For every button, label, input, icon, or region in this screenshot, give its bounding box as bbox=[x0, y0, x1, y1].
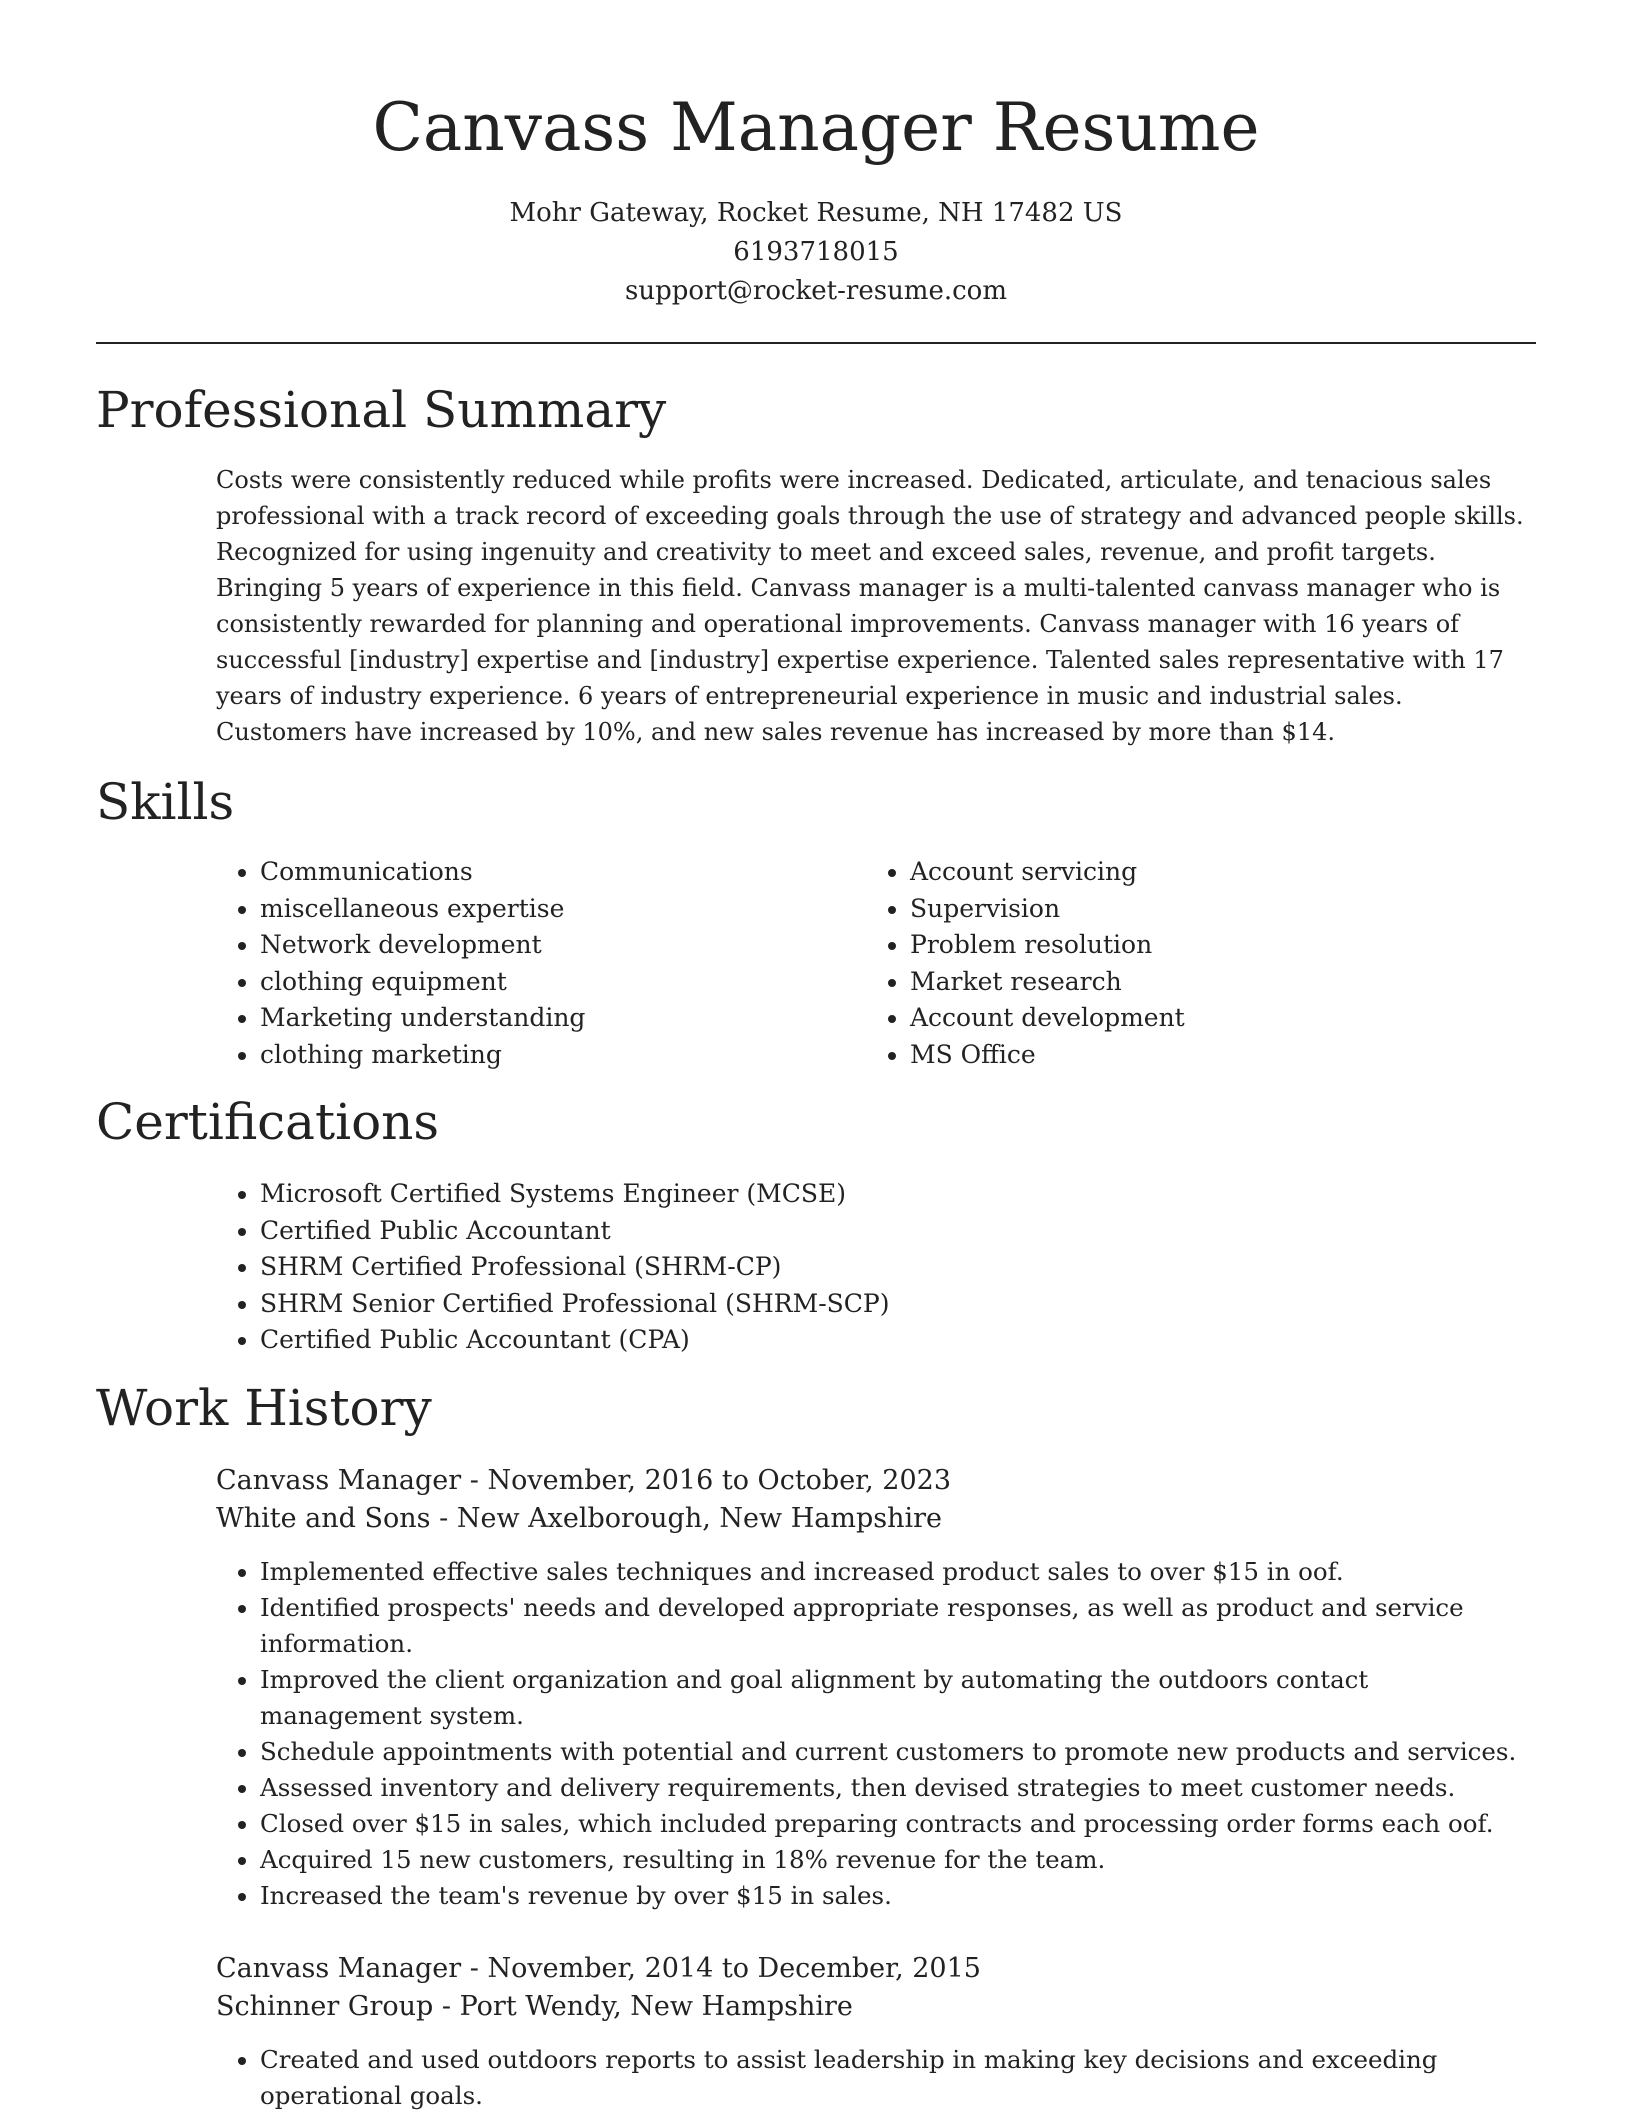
job-bullet: • Improved the client organization and goal alignment by automating the outdoors contact management system. bbox=[260, 1662, 1536, 1734]
skill-item: • Communications bbox=[260, 854, 816, 891]
job-bullets bbox=[216, 1554, 1536, 1914]
skills-list-left bbox=[216, 854, 816, 1073]
job-title: Canvass Manager bbox=[216, 1465, 462, 1496]
certification-item: • Certified Public Accountant (CPA) bbox=[260, 1322, 1536, 1359]
job-dates: - November, 2014 to December, 2015 bbox=[461, 1953, 981, 1984]
skill-item: • Problem resolution bbox=[910, 927, 1466, 964]
work-history-heading: Work History bbox=[96, 1379, 432, 1437]
job-location: - Port Wendy, New Hampshire bbox=[433, 1991, 853, 2022]
job-entry bbox=[216, 1950, 1536, 2112]
certification-item: • SHRM Certified Professional (SHRM-CP) bbox=[260, 1249, 1536, 1286]
contact-block bbox=[0, 194, 1632, 311]
skill-item: • clothing marketing bbox=[260, 1037, 816, 1074]
job-bullet: • Identified prospects' needs and developed appropriate responses, as well as product and service information. bbox=[260, 1590, 1536, 1662]
certifications-list bbox=[216, 1176, 1536, 1359]
contact-phone: 6193718015 bbox=[733, 237, 899, 267]
skill-item: • MS Office bbox=[910, 1037, 1466, 1074]
skill-item: • Account development bbox=[910, 1000, 1466, 1037]
job-bullet: • Implemented effective sales techniques and increased product sales to over $15 in oof. bbox=[260, 1554, 1536, 1590]
skill-item: • Market research bbox=[910, 964, 1466, 1001]
skills-list-right bbox=[866, 854, 1466, 1073]
certification-item: • Certified Public Accountant bbox=[260, 1213, 1536, 1250]
resume-title: Canvass Manager Resume bbox=[372, 89, 1260, 166]
resume-header bbox=[0, 0, 1632, 311]
contact-email: support@rocket-resume.com bbox=[624, 276, 1007, 306]
job-company: White and Sons bbox=[216, 1503, 431, 1534]
job-entry bbox=[216, 1462, 1536, 1914]
job-bullets bbox=[216, 2042, 1536, 2112]
certification-item: • SHRM Senior Certified Professional (SHRM-SCP) bbox=[260, 1286, 1536, 1323]
certification-item: • Microsoft Certified Systems Engineer (MCSE) bbox=[260, 1176, 1536, 1213]
skill-item: • Account servicing bbox=[910, 854, 1466, 891]
job-bullet: • Acquired 15 new customers, resulting in 18% revenue for the team. bbox=[260, 1842, 1536, 1878]
contact-address: Mohr Gateway, Rocket Resume, NH 17482 US bbox=[509, 198, 1123, 228]
job-bullet: • Assessed inventory and delivery requirements, then devised strategies to meet customer needs. bbox=[260, 1770, 1536, 1806]
certifications-heading: Certifications bbox=[96, 1093, 440, 1151]
job-title-line bbox=[216, 1950, 1536, 1988]
skills-heading: Skills bbox=[96, 773, 235, 831]
job-location: - New Axelborough, New Hampshire bbox=[430, 1503, 942, 1534]
skill-item: • Network development bbox=[260, 927, 816, 964]
skill-item: • Supervision bbox=[910, 891, 1466, 928]
job-title-line bbox=[216, 1462, 1536, 1500]
skill-item: • Marketing understanding bbox=[260, 1000, 816, 1037]
job-company-line bbox=[216, 1500, 1536, 1538]
job-title: Canvass Manager bbox=[216, 1953, 462, 1984]
job-bullet: • Created and used outdoors reports to assist leadership in making key decisions and exceeding operational goals. bbox=[260, 2042, 1536, 2112]
job-bullet: • Increased the team's revenue by over $15 in sales. bbox=[260, 1878, 1536, 1914]
job-company: Schinner Group bbox=[216, 1991, 434, 2022]
skill-item: • miscellaneous expertise bbox=[260, 891, 816, 928]
summary-heading: Professional Summary bbox=[96, 381, 667, 439]
header-divider bbox=[96, 342, 1536, 344]
skill-item: • clothing equipment bbox=[260, 964, 816, 1001]
job-bullet: • Closed over $15 in sales, which included preparing contracts and processing order forms each oof. bbox=[260, 1806, 1536, 1842]
summary-text: Costs were consistently reduced while profits were increased. Dedicated, articulate, and tenacious sales professional with a track record of exceeding goals through the use of strategy and advanced people skills. Recognized for using ingenuity and creativity to meet and exceed sales, revenue, and profit targets. Bringing 5 years of experience in this field. Canvass manager is a multi-talented canvass manager who is consistently rewarded for planning and operational improvements. Canvass manager with 16 years of successful [industry] expertise and [industry] expertise experience. Talented sales representative with 17 years of industry experience. 6 years of entrepreneurial experience in music and industrial sales. Customers have increased by 10%, and new sales revenue has increased by more than $14. bbox=[216, 466, 1524, 746]
job-dates: - November, 2016 to October, 2023 bbox=[461, 1465, 951, 1496]
job-company-line bbox=[216, 1988, 1536, 2026]
job-bullet: • Schedule appointments with potential and current customers to promote new products and services. bbox=[260, 1734, 1536, 1770]
